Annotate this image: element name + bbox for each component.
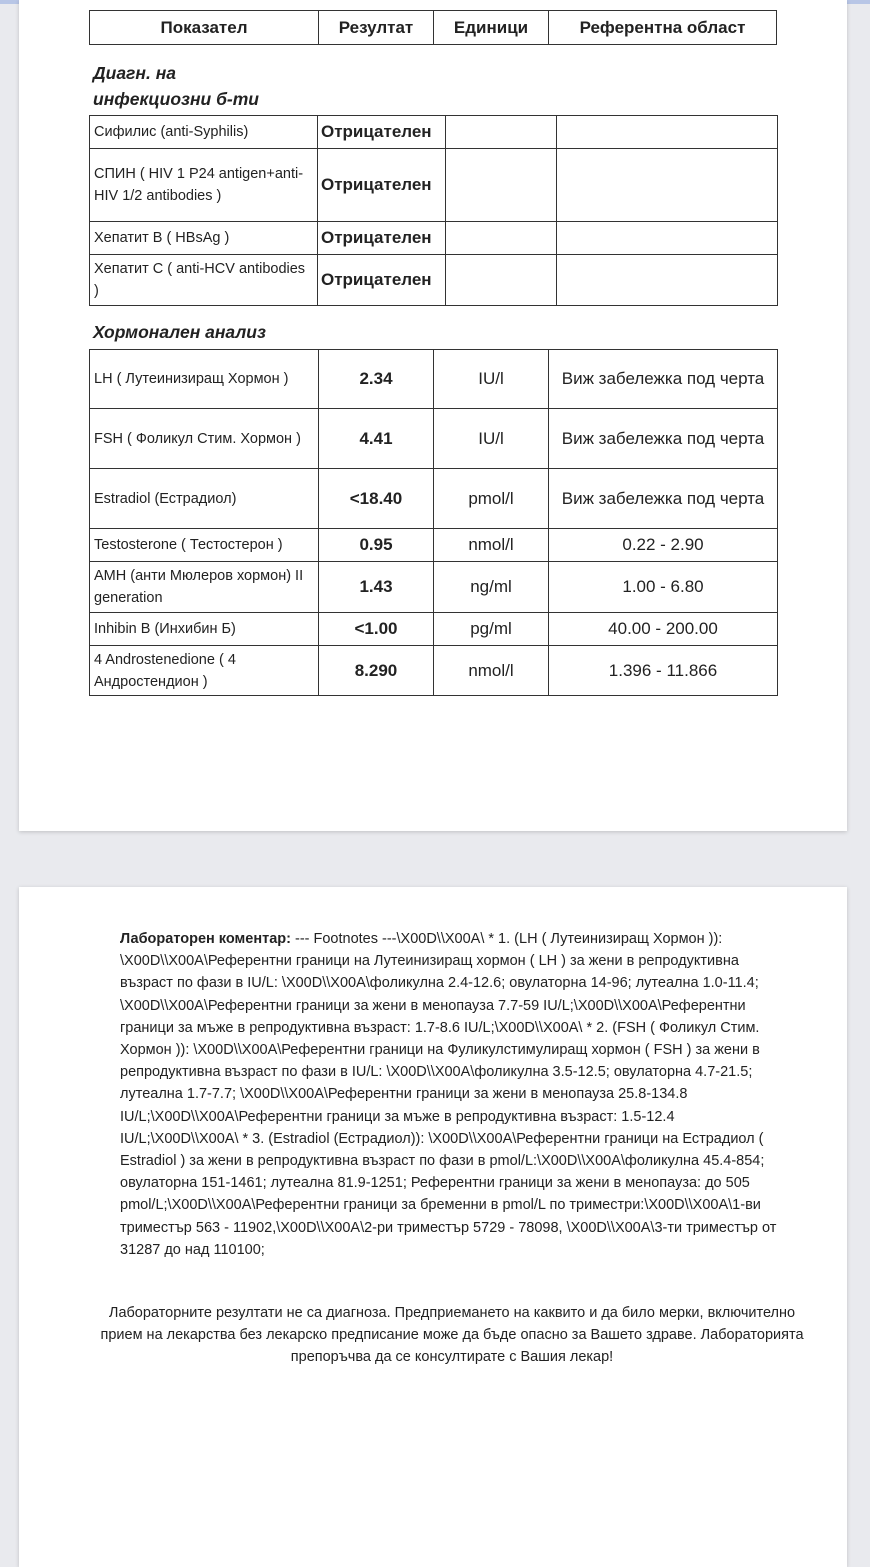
result-value: Отрицателен [318,116,446,149]
unit-value: pmol/l [434,469,549,529]
table-row [90,149,778,222]
reference-value [557,116,778,149]
unit-value [446,222,557,255]
reference-value [557,222,778,255]
table-row [90,613,778,646]
header-result: Резултат [319,11,434,45]
result-value: 1.43 [319,562,434,613]
indicator-name: FSH ( Фоликул Стим. Хормон ) [90,409,319,469]
result-value: Отрицателен [318,222,446,255]
indicator-name: СПИН ( HIV 1 P24 antigen+anti-HIV 1/2 antibodies ) [90,149,318,222]
reference-value: Виж забележка под черта [549,409,778,469]
table-row [90,350,778,409]
lab-disclaimer: Лабораторните резултати не са диагноза. Предприемането на каквито и да било мерки, включително прием на лекарства без лекарско предписание може да бъде опасно за Вашето здраве. Лабораторията препоръчва да се консултирате с Вашия лекар! [100,1305,804,1366]
indicator-name: 4 Androstenedione ( 4 Андростендион ) [90,646,319,696]
result-value: <18.40 [319,469,434,529]
unit-value: IU/l [434,409,549,469]
reference-value: 0.22 - 2.90 [549,529,778,562]
table-row [90,469,778,529]
table-row [90,255,778,306]
indicator-name: AMH (анти Мюлеров хормон) II generation [90,562,319,613]
unit-value: nmol/l [434,646,549,696]
result-value: <1.00 [319,613,434,646]
indicator-name: LH ( Лутеинизиращ Хормон ) [90,350,319,409]
indicator-name: Хепатит С ( anti-HCV antibodies ) [90,255,318,306]
unit-value: IU/l [434,350,549,409]
indicator-name: Estradiol (Естрадиол) [90,469,319,529]
section-title-infectious: Диагн. на инфекциозни б-ти [93,63,259,109]
unit-value: pg/ml [434,613,549,646]
unit-value [446,255,557,306]
reference-value: Виж забележка под черта [549,350,778,409]
reference-value: 1.396 - 11.866 [549,646,778,696]
header-units: Единици [434,11,549,45]
result-value: Отрицателен [318,149,446,222]
indicator-name: Сифилис (anti-Syphilis) [90,116,318,149]
header-reference: Референтна област [549,11,777,45]
unit-value [446,149,557,222]
reference-value: Виж забележка под черта [549,469,778,529]
lab-comment-label: Лабораторен коментар: [120,931,291,947]
result-value: 2.34 [319,350,434,409]
result-value: 8.290 [319,646,434,696]
reference-value [557,149,778,222]
table-row [90,116,778,149]
table-row [90,409,778,469]
reference-value: 40.00 - 200.00 [549,613,778,646]
table-row [90,646,778,696]
reference-value: 1.00 - 6.80 [549,562,778,613]
unit-value: ng/ml [434,562,549,613]
header-row [90,11,777,45]
unit-value: nmol/l [434,529,549,562]
result-value: Отрицателен [318,255,446,306]
lab-comment [120,928,780,1261]
reference-value [557,255,778,306]
infectious-table [89,115,778,306]
result-value: 0.95 [319,529,434,562]
lab-comment-text: --- Footnotes ---\X00D\\X00A\ * 1. (LH ( Лутеинизиращ Хормон )): \X00D\\X00A\Референтни граници на Лутеинизиращ хормон ( LH ) за жени в репродуктивна възраст по фази в IU/L: \X00D\\X00A\фоликулна 2.4-12.6; овулаторна 14-96; лутеална 1.0-11.4; \X00D\\X00A\Референтни граници за жени в менопауза 7.7-59 IU/L;\X00D\\X00A\Референтни граници за мъже в репродуктивна възраст: 1.7-8.6 IU/L;\X00D\\X00A\ * 2. (FSH ( Фоликул Стим. Хормон )): \X00D\\X00A\Референтни граници на Фуликулстимулиращ хормон ( FSH ) за жени в репродуктивна възраст по фази в IU/L: \X00D\\X00A\фоликулна 3.5-12.5; овулаторна 4.7-21.5; лутеална 1.7-7.7; \X00D\\X00A\Референтни граници за жени в менопауза 25.8-134.8 IU/L;\X00D\\X00A\Референтни граници за мъже в репродуктивна възраст: 1.5-12.4 IU/L;\X00D\\X00A\ * 3. (Estradiol (Естрадиол)): \X00D\\X00A\Референтни граници на Естрадиол ( Estradiol ) за жени в репродуктивна възраст по фази в pmol/L:\X00D\\X00A\фоликулна 45.4-854; овулаторна 151-1461; лутеална 81.9-1251; Референтни граници за жени в менопауза: до 505 pmol/L;\X00D\\X00A\Референтни граници за бременни в pmol/L по триместри:\X00D\\X00A\1-ви триместър 563 - 11902,\X00D\\X00A\2-ри триместър 5729 - 78098, \X00D\\X00A\3-ти триместър от 31287 до над 110100; [120,931,777,1258]
indicator-name: Хепатит В ( HBsAg ) [90,222,318,255]
header-indicator: Показател [90,11,319,45]
table-row [90,529,778,562]
result-value: 4.41 [319,409,434,469]
report-page-2 [19,887,847,1567]
section-title-hormonal: Хормонален анализ [93,322,266,342]
unit-value [446,116,557,149]
report-page-1 [19,0,847,831]
table-row [90,222,778,255]
hormonal-table [89,349,778,696]
indicator-name: Inhibin B (Инхибин Б) [90,613,319,646]
results-header-table [89,10,777,45]
indicator-name: Testosterone ( Тестостерон ) [90,529,319,562]
table-row [90,562,778,613]
